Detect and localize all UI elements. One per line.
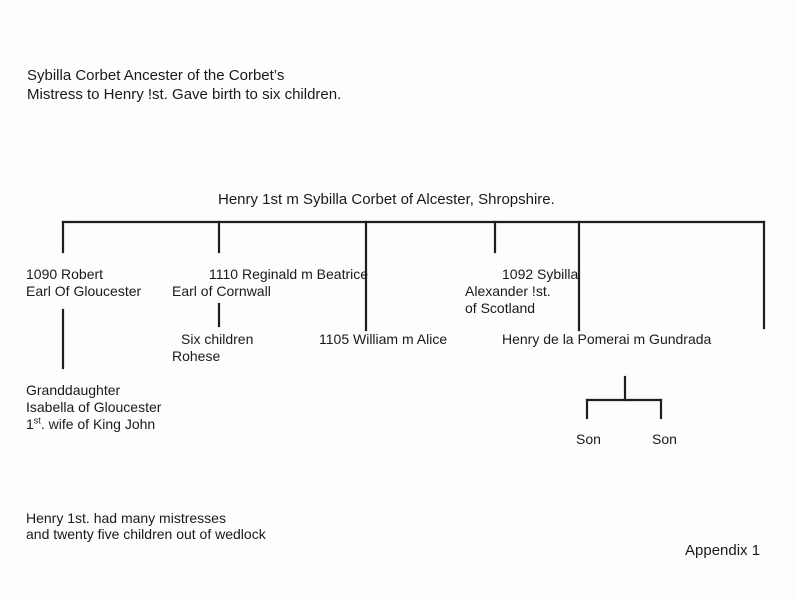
- william-label: 1105 William m Alice: [319, 331, 448, 347]
- granddaughter-note-rest: . wife of King John: [40, 416, 156, 432]
- footer-note-line-1: Henry 1st. had many mistresses: [26, 510, 226, 526]
- granddaughter-note-sup: st: [33, 415, 41, 426]
- appendix-label: Appendix 1: [685, 542, 761, 559]
- granddaughter-note-num: 1: [26, 416, 34, 432]
- pomerai-son-1: Son: [576, 431, 601, 447]
- sybilla-name: 1092 Sybilla: [502, 266, 579, 282]
- granddaughter-note: [26, 416, 155, 433]
- sybilla-spouse-title: of Scotland: [465, 300, 536, 316]
- robert-title: Earl Of Gloucester: [26, 283, 142, 299]
- reginald-title: Earl of Cornwall: [172, 283, 271, 299]
- granddaughter-heading: Granddaughter: [26, 382, 121, 398]
- header-line-2: Mistress to Henry !st. Gave birth to six children.: [27, 86, 342, 103]
- granddaughter-name: Isabella of Gloucester: [26, 399, 162, 415]
- henry-pomerai-label: Henry de la Pomerai m Gundrada: [502, 331, 712, 347]
- reginald-children: Six children: [181, 331, 254, 347]
- header-line-1: Sybilla Corbet Ancester of the Corbet’s: [27, 67, 285, 84]
- robert-name: 1090 Robert: [26, 266, 104, 282]
- root-couple-label: Henry 1st m Sybilla Corbet of Alcester, Shropshire.: [218, 191, 555, 208]
- footer-note-line-2: and twenty five children out of wedlock: [26, 526, 266, 542]
- sybilla-spouse: Alexander !st.: [465, 283, 551, 299]
- reginald-name: 1110 Reginald m Beatrice: [209, 266, 369, 282]
- reginald-child-rohese: Rohese: [172, 348, 221, 364]
- pomerai-son-2: Son: [652, 431, 677, 447]
